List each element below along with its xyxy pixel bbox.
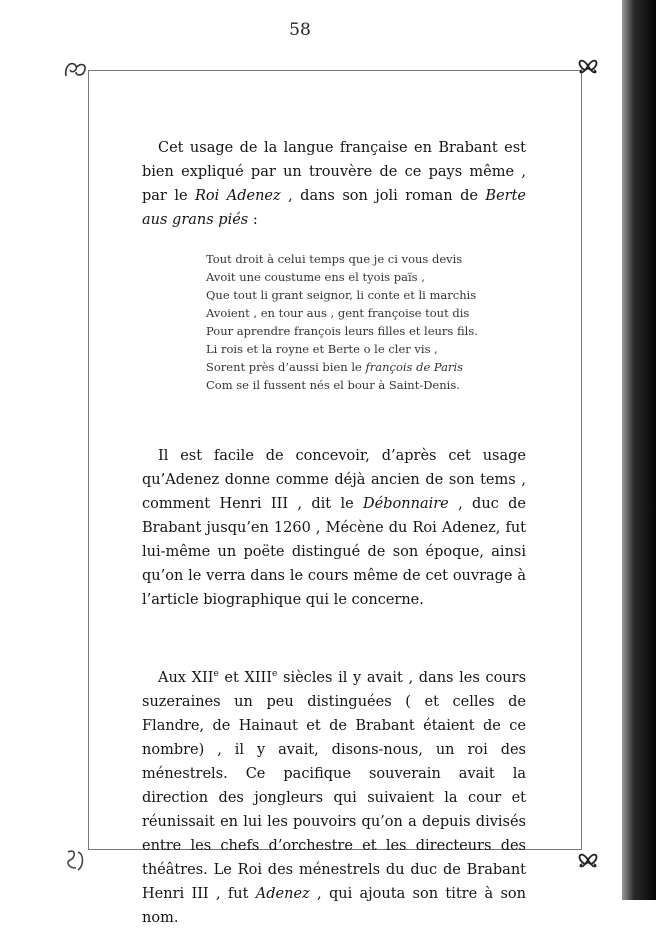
spacer (142, 612, 526, 662)
text-run: siècles il y avait , dans les cours suzeraines un peu distinguées ( et celles de Flandre, de Hainaut et de Brabant étaient de ce nombre) , il y avait, disons-nous, un roi des ménestrels. Ce pacifique souverain avait la direction des jongleurs qui suivaient la cour et réunissait en lui les pouvoirs qu’on a depuis divisés entre les chefs d’orchestre et les directeurs des théâtres. Le Roi des ménestrels du duc de Brabant Henri III , fut (142, 669, 527, 902)
verse-line: Com se il fussent nés el bour à Saint-Denis. (206, 378, 460, 392)
superscript: e (272, 669, 278, 679)
corner-ornament-icon (574, 846, 602, 874)
superscript: e (213, 669, 219, 679)
corner-ornament-icon (574, 52, 602, 80)
text-run: et XIII (218, 669, 273, 686)
verse-line: Avoient , en tour aus , gent françoise tout dis (206, 306, 470, 320)
verse-quote (206, 250, 526, 394)
verse-line (206, 358, 526, 376)
spacer (142, 394, 526, 444)
text-run: Aux XII (158, 669, 214, 686)
verse-line: Tout droit à celui temps que je ci vous devis (206, 252, 463, 266)
verse-line: Li rois et la royne et Berte o le cler vis , (206, 342, 438, 356)
italic-phrase: françois de Paris (365, 360, 464, 374)
text-run: Sorent près d’aussi bien le (206, 360, 366, 374)
paragraph-2 (142, 444, 526, 612)
book-spine-shadow (622, 0, 656, 900)
text-run: , duc de Brabant jusqu’en 1260 , Mécène du Roi Adenez, fut lui-même un poëte distingué de son époque, ainsi qu’on le verra dans le cours même de cet ouvrage à l’article biographique qui le concerne. (142, 496, 526, 608)
page-number: 58 (289, 20, 311, 40)
italic-name: Débonnaire (363, 496, 449, 512)
text-run: , dans son joli roman de (280, 188, 486, 204)
paragraph-3 (142, 662, 526, 930)
page-body (142, 136, 526, 930)
italic-name: Roi Adenez (195, 188, 281, 204)
verse-line: Pour aprendre françois leurs filles et leurs fils. (206, 324, 478, 338)
text-run: Cet usage de la langue française en Brabant est bien expliqué par un trouvère de ce pays même , par le (142, 140, 526, 204)
verse-line: Que tout li grant seignor, li conte et li marchis (206, 288, 477, 302)
italic-title: Berte aus grans piés (142, 188, 526, 228)
corner-ornament-icon (62, 54, 90, 82)
paragraph-1 (142, 136, 526, 232)
text-run: Il est facile de concevoir, d’après cet usage qu’Adenez donne comme déjà ancien de son tems , comment Henri III , dit le (142, 448, 526, 512)
corner-ornament-icon (62, 846, 90, 874)
italic-name: Adenez (255, 885, 310, 902)
text-run: : (248, 212, 258, 228)
text-run: , qui ajouta son titre à son nom. (142, 885, 526, 926)
verse-line: Avoit une coustume ens el tyois païs , (206, 270, 425, 284)
